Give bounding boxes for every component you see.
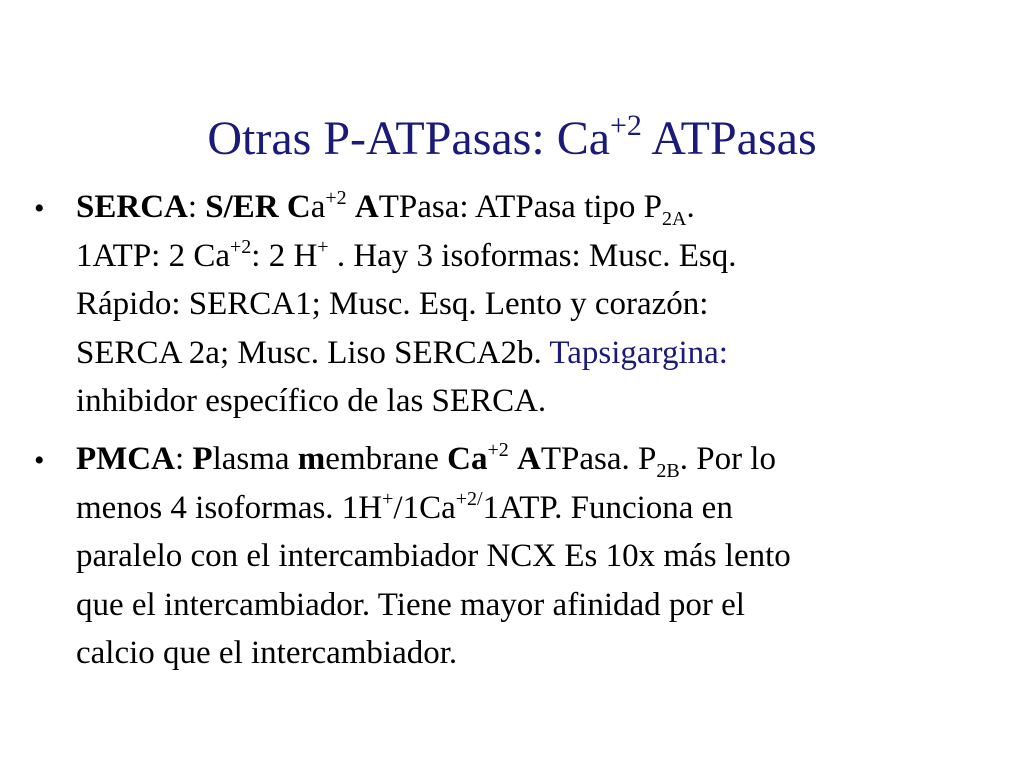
- pmca-line-2: [76, 484, 976, 533]
- pmca-ca-bold: Ca: [447, 441, 488, 477]
- pmca-ca-text: /1Ca: [393, 489, 456, 526]
- serca-stoich-ca-charge: +2: [230, 235, 252, 258]
- tapsigargina-term: Tapsigargina:: [549, 334, 728, 371]
- pmca-space: [509, 441, 517, 477]
- pmca-p2b-subscript: 2B: [656, 460, 680, 482]
- serca-line-1: [76, 183, 976, 232]
- serca-period: .: [686, 189, 695, 225]
- serca-isoforms-text: . Hay 3 isoformas: Musc. Esq.: [328, 237, 737, 274]
- pmca-ca-charge-2: +2/: [455, 487, 483, 510]
- slide-title: [0, 98, 1024, 169]
- bullet-pmca-text: [76, 435, 976, 678]
- serca-p2a-subscript: 2A: [662, 208, 687, 230]
- bullet-serca-text: [76, 183, 976, 426]
- serca-ca-rest: a: [310, 189, 326, 225]
- pmca-term: PMCA: [76, 441, 175, 477]
- pmca-ca-charge: +2: [487, 439, 509, 461]
- serca-liso-text: SERCA 2a; Musc. Liso SERCA2b.: [76, 334, 550, 371]
- pmca-lasma-text: lasma: [212, 441, 298, 477]
- pmca-line-1: [76, 435, 976, 484]
- pmca-atpasa-text: TPasa. P: [540, 441, 657, 477]
- serca-a-bold: A: [354, 189, 379, 225]
- serca-line-4: [76, 329, 976, 378]
- pmca-p-bold: P: [192, 441, 213, 477]
- pmca-isoforms-text: menos 4 isoformas. 1H: [76, 489, 383, 526]
- serca-stoich-text: 1ATP: 2 Ca: [76, 237, 231, 274]
- pmca-embrane-text: embrane: [325, 441, 448, 477]
- serca-colon: :: [187, 189, 206, 225]
- serca-atpasa-text: TPasa: ATPasa tipo P: [378, 189, 663, 225]
- title-rest: ATPasas: [641, 112, 817, 165]
- pmca-line-3: paralelo con el intercambiador NCX Es 10x más lento: [76, 538, 791, 574]
- pmca-funciona-text: 1ATP. Funciona en: [482, 489, 733, 526]
- bullet-dot-icon: •: [34, 444, 45, 477]
- pmca-a-bold: A: [517, 441, 541, 477]
- pmca-h-charge: +: [382, 487, 394, 510]
- title-superscript: +2: [610, 109, 642, 142]
- serca-term: SERCA: [76, 189, 188, 225]
- serca-line-2: [76, 232, 976, 281]
- serca-h-charge: +: [317, 235, 329, 258]
- pmca-line-5: calcio que el intercambiador.: [76, 635, 458, 671]
- serca-acronym-bold: S/ER C: [205, 189, 311, 225]
- pmca-line-4: que el intercambiador. Tiene mayor afinidad por el: [76, 586, 745, 623]
- bullet-dot-icon: •: [34, 192, 45, 225]
- pmca-m-bold: m: [297, 441, 326, 477]
- serca-line-3: Rápido: SERCA1; Musc. Esq. Lento y corazón:: [76, 286, 709, 322]
- pmca-por-lo-text: . Por lo: [679, 441, 776, 477]
- serca-stoich-h: : 2 H: [251, 237, 318, 274]
- serca-space: [347, 189, 355, 225]
- title-main: Otras P-ATPasas: Ca: [207, 112, 611, 165]
- serca-line-5: inhibidor específico de las SERCA.: [76, 383, 547, 419]
- serca-ca-charge: +2: [325, 187, 347, 209]
- pmca-colon: :: [174, 441, 193, 477]
